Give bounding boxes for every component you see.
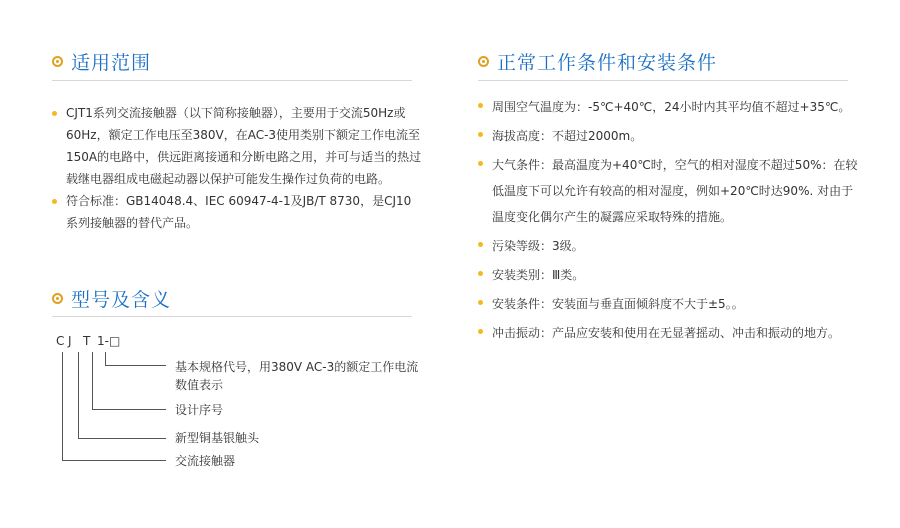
divider: [52, 80, 412, 81]
target-icon: [52, 56, 63, 67]
label-design: 设计序号: [175, 403, 224, 417]
list-item: 符合标准：GB14048.4、IEC 60947-4-1及JB/T 8730，是CJ10系列接触器的替代产品。: [52, 190, 422, 234]
label-ac: 交流接触器: [175, 454, 236, 468]
label-spec: 基本规格代号，用380V AC-3的额定工作电流数值表示: [175, 360, 419, 392]
target-icon: [478, 56, 489, 67]
section-title-scope: [52, 48, 151, 75]
scope-list: [52, 102, 422, 234]
list-item: 安装类别：Ⅲ类。: [478, 262, 863, 288]
list-item: 冲击振动：产品应安装和使用在无显著摇动、冲击和振动的地方。: [478, 320, 863, 346]
model-code-j: J: [68, 334, 72, 348]
conditions-list: [478, 94, 863, 349]
tree-line-ac: [62, 352, 166, 461]
model-code-c: C: [56, 334, 65, 348]
list-item: 海拔高度：不超过2000m。: [478, 123, 863, 149]
divider: [52, 316, 412, 317]
list-item: 安装条件：安装面与垂直面倾斜度不大于±5。。: [478, 291, 863, 317]
list-item: 污染等级：3级。: [478, 233, 863, 259]
model-code-t: T: [83, 334, 91, 348]
label-contact: 新型铜基银触头: [175, 431, 260, 445]
list-item: 大气条件：最高温度为+40℃时，空气的相对湿度不超过50%：在较低温度下可以允许有较高的相对湿度，例如+20℃时达90%. 对由于温度变化偶尔产生的凝露应采取特殊的措施。: [478, 152, 863, 230]
scope-title-text: 适用范围: [71, 52, 152, 74]
model-diagram: [52, 334, 432, 474]
model-title-text: 型号及含义: [71, 289, 172, 311]
conditions-title-text: 正常工作条件和安装条件: [497, 52, 718, 74]
target-icon: [52, 293, 63, 304]
list-item: CJT1系列交流接触器（以下简称接触器），主要用于交流50Hz或60Hz，额定工作电压至380V，在AC-3使用类别下额定工作电流至150A的电路中，供远距离接通和分断电路之用，并可与适当的热过载继电器组成电磁起动器以保护可能发生操作过负荷的电路。: [52, 102, 422, 190]
section-title-model: [52, 285, 171, 312]
divider: [478, 80, 848, 81]
model-code-num: 1-□: [97, 334, 121, 348]
section-title-conditions: [478, 48, 717, 75]
list-item: 周围空气温度为：-5℃+40℃，24小时内其平均值不超过+35℃。: [478, 94, 863, 120]
